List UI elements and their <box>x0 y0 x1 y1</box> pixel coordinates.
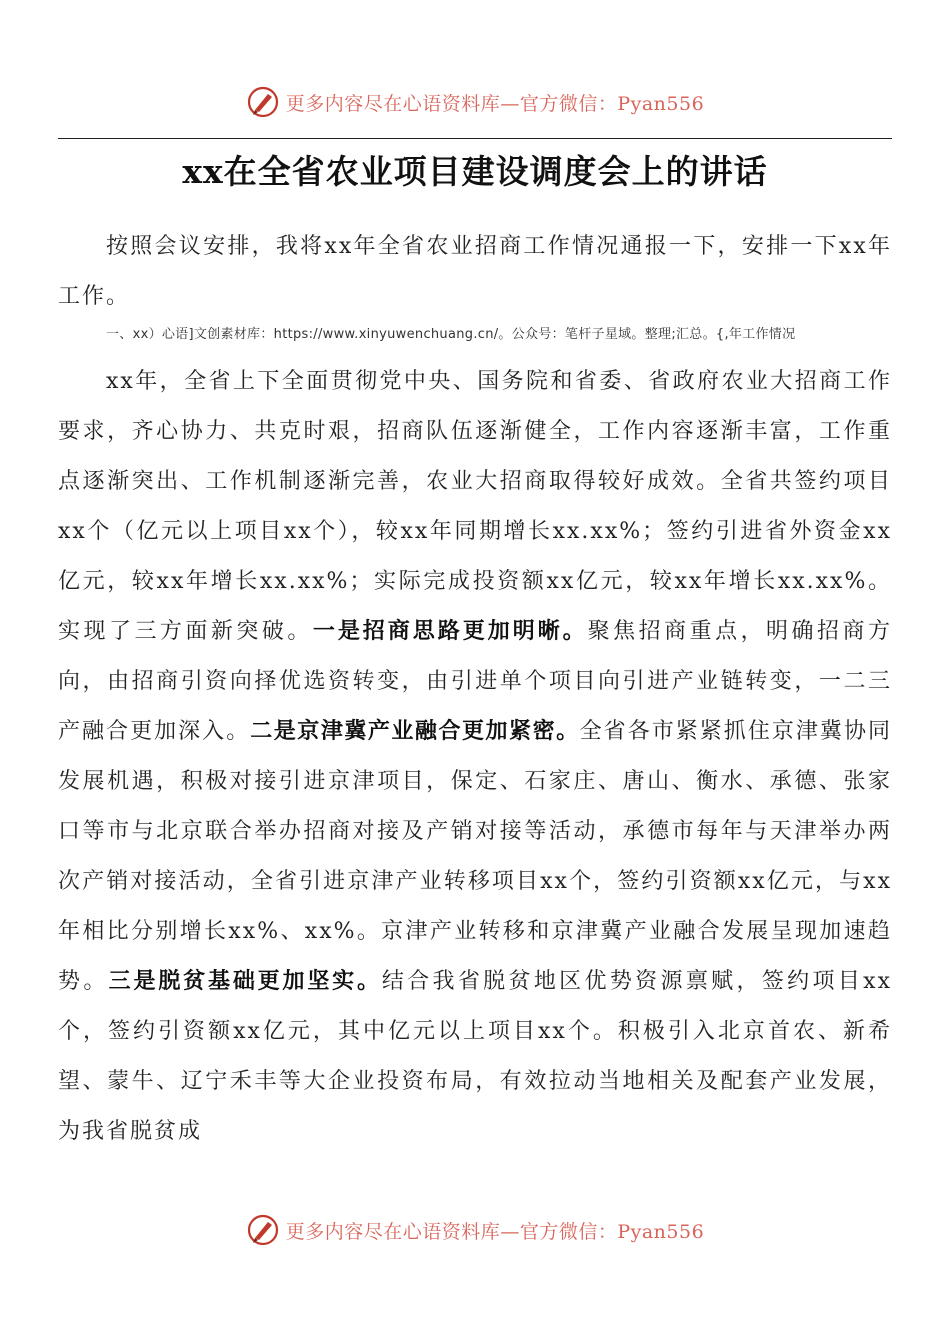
header-rule <box>58 138 892 139</box>
highlight-2: 二是京津冀产业融合更加紧密。 <box>250 719 580 744</box>
banner-text: 更多内容尽在心语资料库—官方微信：Pyan556 <box>285 92 705 115</box>
footer-banner <box>0 1210 950 1250</box>
highlight-3: 三是脱贫基础更加坚实。 <box>108 969 382 994</box>
highlight-1: 一是招商思路更加明晰。 <box>312 619 588 644</box>
intro-paragraph: 按照会议安排，我将xx年全省农业招商工作情况通报一下，安排一下xx年工作。 <box>58 234 892 309</box>
banner-text: 更多内容尽在心语资料库—官方微信：Pyan556 <box>285 1220 705 1243</box>
source-note: 一、xx）心语]文创素材库：https://www.xinyuwenchuang.cn/。公众号：笔杆子星域。整理;汇总。{,年工作情况 <box>106 327 796 342</box>
pen-logo-icon <box>246 85 280 119</box>
main-paragraph: xx年，全省上下全面贯彻党中央、国务院和省委、省政府农业大招商工作要求，齐心协力、共克时艰，招商队伍逐渐健全，工作内容逐渐丰富，工作重点逐渐突出、工作机制逐渐完善，农业大招商取得较好成效。全省共签约项目xx个（亿元以上项目xx个），较xx年同期增长xx.xx%；签约引进省外资金xx亿元，较xx年增长xx.xx%；实际完成投资额xx亿元，较xx年增长xx.xx%。实现了三方面新突破。一是招商思路更加明晰。聚焦招商重点，明确招商方向，由招商引资向择优选资转变，由引进单个项目向引进产业链转变，一二三产融合更加深入。二是京津冀产业融合更加紧密。全省各市紧紧抓住京津冀协同发展机遇，积极对接引进京津项目，保定、石家庄、唐山、衡水、承德、张家口等市与北京联合举办招商对接及产销对接等活动，承德市每年与天津举办两次产销对接活动，全省引进京津产业转移项目xx个，签约引资额xx亿元，与xx年相比分别增长xx%、xx%。京津产业转移和京津冀产业融合发展呈现加速趋势。三是脱贫基础更加坚实。结合我省脱贫地区优势资源禀赋，签约项目xx个，签约引资额xx亿元，其中亿元以上项目xx个。积极引入北京首农、新希望、蒙牛、辽宁禾丰等大企业投资布局，有效拉动当地相关及配套产业发展，为我省脱贫成 <box>58 369 892 1144</box>
page-title: xx在全省农业项目建设调度会上的讲话 <box>182 152 768 191</box>
document-body <box>58 222 892 1157</box>
header-banner <box>0 82 950 122</box>
pen-logo-icon <box>246 1213 280 1247</box>
